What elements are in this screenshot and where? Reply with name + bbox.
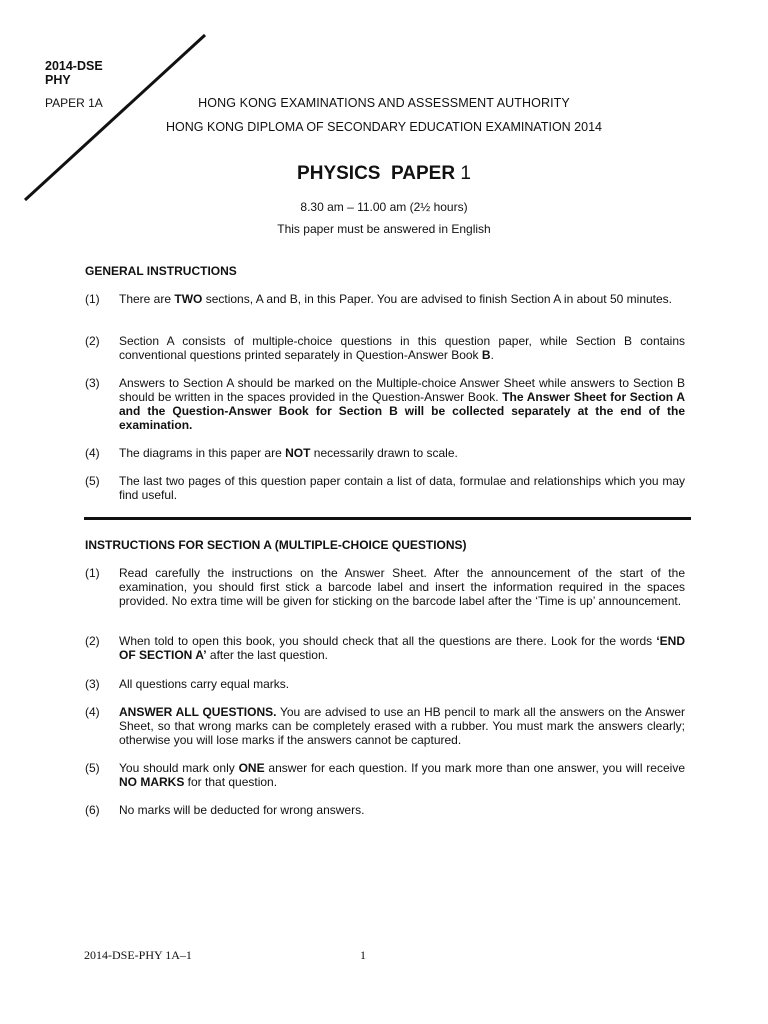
text-run: When told to open this book, you should check that all the questions are there. Look for the words (119, 634, 657, 648)
text-run: answer for each question. If you mark more than one answer, you will receive (264, 761, 685, 775)
paper-code: PAPER 1A (45, 96, 103, 110)
text-run: . (490, 348, 494, 362)
general-instruction-item (85, 334, 685, 362)
footer-page-code: 2014-DSE-PHY 1A–1 (84, 948, 192, 962)
text-run: Read carefully the instructions on the Answer Sheet. After the announcement of the start of the examination, you should first stick a barcode label and insert the information required in the spaces provided. No extra time will be given for sticking on the barcode label after the ‘Time is up’ announcement. (119, 566, 685, 608)
subject-code-line2: PHY (45, 73, 71, 87)
emphasized-text: ‘END OF SECTION A’ (119, 634, 685, 662)
emphasized-text: ONE (238, 761, 265, 775)
section-a-instruction-item (85, 803, 685, 817)
section-a-instruction-item (85, 761, 685, 789)
item-number: (4) (85, 446, 100, 460)
corner-diagonal-line (0, 0, 220, 220)
section-a-instruction-item (85, 677, 685, 691)
section-divider (84, 517, 691, 520)
emphasized-text: B (481, 348, 491, 362)
item-text (119, 446, 685, 460)
language-note: This paper must be answered in English (277, 222, 491, 236)
general-instruction-item (85, 376, 685, 432)
text-run: You should mark only (119, 761, 239, 775)
text-run: The last two pages of this question paper contain a list of data, formulae and relationships which you may find useful. (119, 474, 685, 502)
item-number: (2) (85, 634, 100, 648)
general-instruction-item (85, 292, 685, 306)
text-run: necessarily drawn to scale. (310, 446, 458, 460)
text-run: You are advised to use an HB pencil to mark all the answers on the Answer Sheet, so that wrong marks can be completely erased with a rubber. You must mark the answers clearly; otherwise you will lose marks if the answers cannot be captured. (119, 705, 685, 747)
text-run: No marks will be deducted for wrong answers. (119, 803, 365, 817)
section-a-instruction-item (85, 634, 685, 662)
item-number: (1) (85, 566, 100, 580)
text-run: Section A consists of multiple-choice questions in this question paper, while Section B contains conventional questions printed separately in Question-Answer Book (119, 334, 685, 362)
emphasized-text: ANSWER ALL QUESTIONS. (119, 705, 277, 719)
item-text (119, 761, 685, 789)
item-number: (6) (85, 803, 100, 817)
section-a-instructions-heading: INSTRUCTIONS FOR SECTION A (MULTIPLE-CHOICE QUESTIONS) (85, 538, 467, 552)
authority-name: HONG KONG EXAMINATIONS AND ASSESSMENT AUTHORITY (198, 96, 570, 110)
general-instructions-heading: GENERAL INSTRUCTIONS (85, 264, 237, 278)
text-run: There are (119, 292, 175, 306)
item-text (119, 474, 685, 502)
item-text (119, 705, 685, 747)
paper-title (0, 163, 768, 185)
item-text (119, 677, 685, 691)
text-run: The diagrams in this paper are (119, 446, 286, 460)
item-text (119, 566, 685, 608)
footer-page-number: 1 (360, 948, 366, 962)
emphasized-text: The Answer Sheet for Section A and the Question-Answer Book for Section B will be collected separately at the end of the examination. (119, 390, 686, 432)
item-text (119, 376, 685, 432)
emphasized-text: NOT (285, 446, 311, 460)
text-run: for that question. (184, 775, 278, 789)
text-run: All questions carry equal marks. (119, 677, 290, 691)
item-number: (4) (85, 705, 100, 719)
subject-code (45, 59, 103, 87)
item-number: (5) (85, 761, 100, 775)
item-number: (5) (85, 474, 100, 488)
paper-title-number: 1 (460, 163, 471, 184)
text-run: sections, A and B, in this Paper. You are advised to finish Section A in about 50 minutes. (202, 292, 673, 306)
exam-name: HONG KONG DIPLOMA OF SECONDARY EDUCATION EXAMINATION 2014 (166, 120, 602, 134)
item-text (119, 292, 685, 306)
item-number: (3) (85, 376, 100, 390)
general-instruction-item (85, 446, 685, 460)
general-instruction-item (85, 474, 685, 502)
item-text (119, 803, 685, 817)
text-run: Answers to Section A should be marked on the Multiple-choice Answer Sheet while answers to Section B should be written in the spaces provided in the Question-Answer Book. (119, 376, 685, 404)
emphasized-text: NO MARKS (119, 775, 185, 789)
paper-title-main: PHYSICS PAPER (297, 163, 456, 184)
exam-time: 8.30 am – 11.00 am (2½ hours) (300, 200, 468, 214)
item-number: (2) (85, 334, 100, 348)
text-run: after the last question. (206, 648, 328, 662)
emphasized-text: TWO (174, 292, 203, 306)
section-a-instruction-item (85, 705, 685, 747)
subject-code-line1: 2014-DSE (45, 59, 103, 73)
item-text (119, 634, 685, 662)
section-a-instruction-item (85, 566, 685, 608)
item-number: (3) (85, 677, 100, 691)
item-text (119, 334, 685, 362)
item-number: (1) (85, 292, 100, 306)
